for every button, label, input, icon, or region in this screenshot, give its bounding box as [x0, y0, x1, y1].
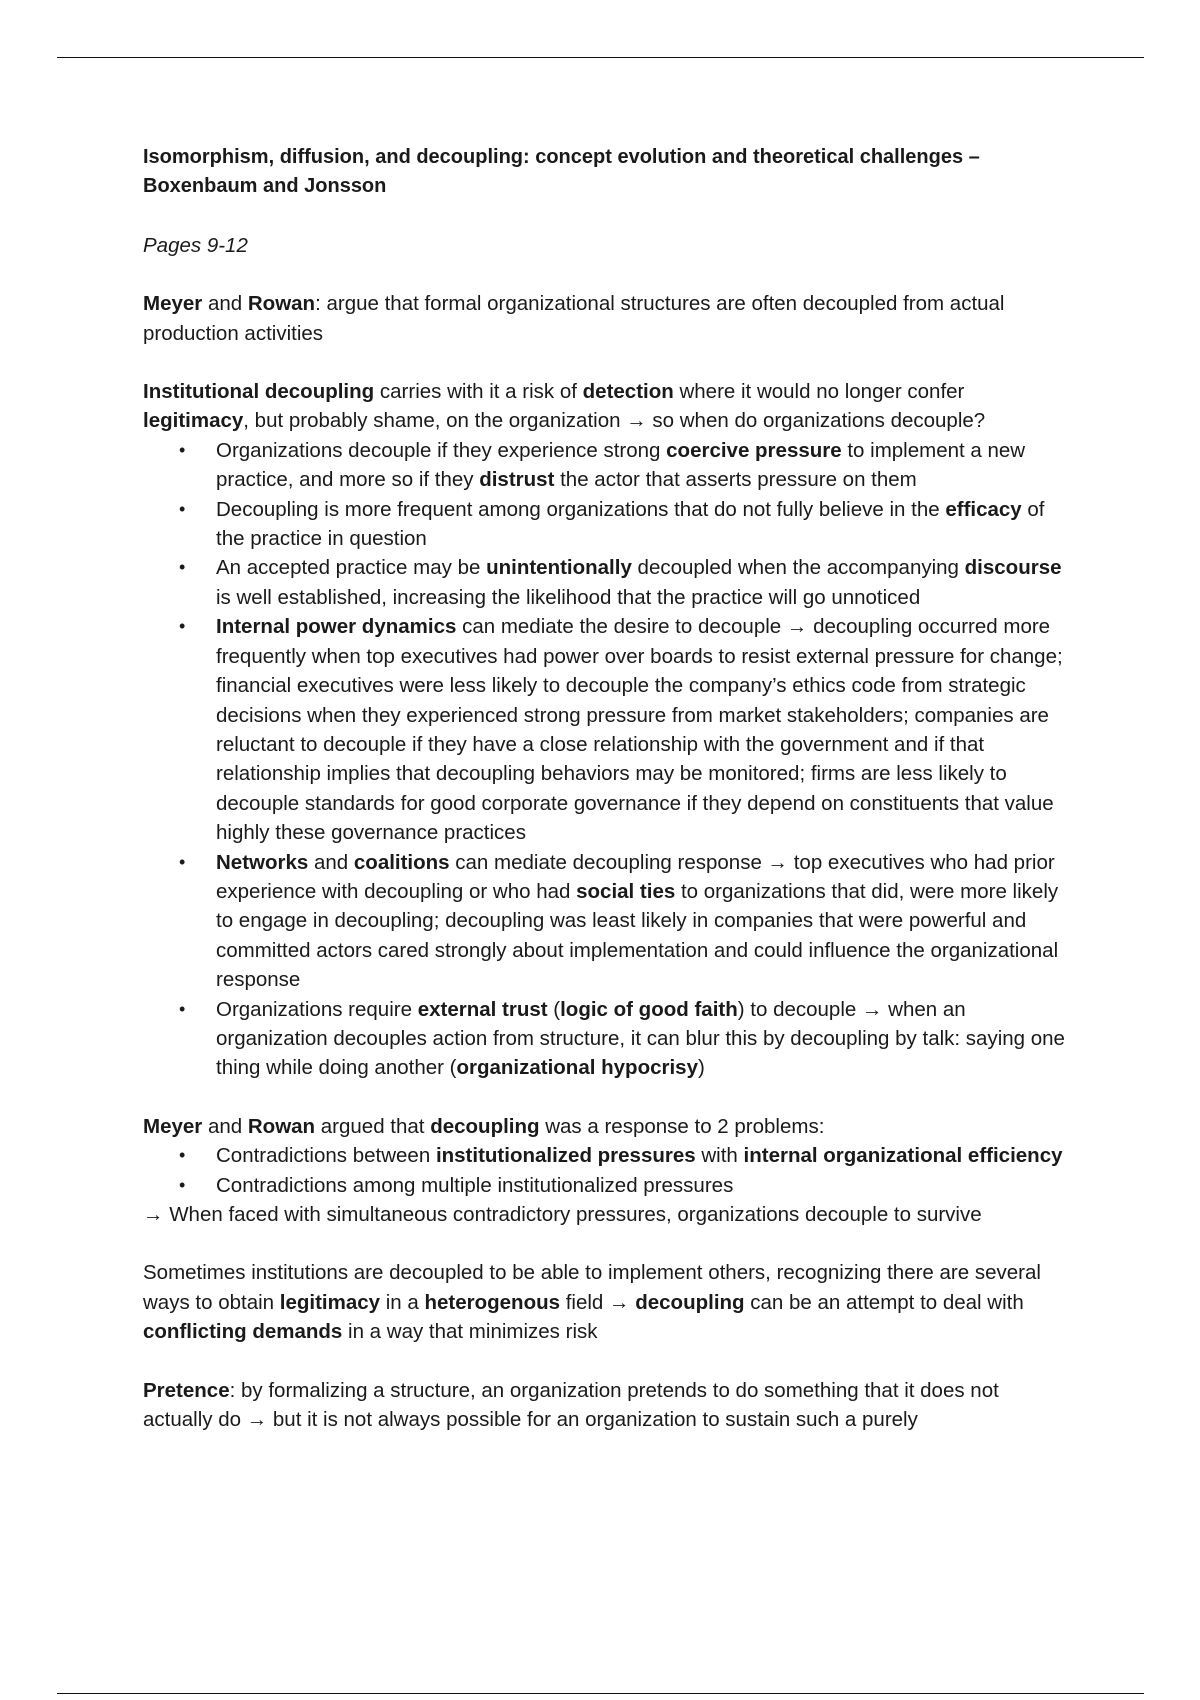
text-run: can be an attempt to deal with [744, 1290, 1024, 1314]
bullet-item [143, 1171, 1073, 1200]
bold-term: internal organizational efficiency [743, 1144, 1063, 1168]
text-run: decoupled when the accompanying [631, 556, 965, 580]
bullet-list-decoupling-conditions [143, 436, 1073, 1083]
page-range: Pages 9-12 [143, 233, 248, 257]
bold-term: organizational hypocrisy [456, 1056, 698, 1080]
text-run: Decoupling is more frequent among organizations that do not fully believe in the [216, 497, 946, 521]
bold-term: decoupling [635, 1290, 745, 1314]
text-run: where it would no longer confer [673, 380, 965, 404]
text-run: : argue that formal organizational structures are often decoupled from actual production activities [143, 292, 1005, 345]
paragraph-meyer-rowan [143, 289, 1073, 348]
bold-term: institutionalized pressures [435, 1144, 696, 1168]
text-run: and [202, 292, 248, 316]
bold-term: Institutional decoupling [143, 380, 375, 404]
bold-term: Rowan [247, 292, 316, 316]
document-title: Isomorphism, diffusion, and decoupling: concept evolution and theoretical challenges – Boxenbaum and Jonsson [143, 146, 980, 198]
bold-term: decoupling [430, 1114, 540, 1138]
text-run: Sometimes institutions are decoupled to be able to implement others, recognizing there are several ways to obtain [143, 1261, 1041, 1314]
bullet-item [143, 553, 1073, 612]
bold-term: social ties [576, 879, 676, 903]
bullet-item [143, 612, 1073, 847]
text-run: and [202, 1114, 248, 1138]
bold-term: coalitions [353, 850, 450, 874]
paragraph-survive [143, 1200, 1073, 1229]
text-run: field → [560, 1290, 636, 1314]
paragraph-pretence [143, 1376, 1073, 1435]
bold-term: Rowan [247, 1114, 316, 1138]
bullet-item [143, 848, 1073, 995]
text-run: ) to decouple → when an organization decouples action from structure, it can blur this by decoupling by talk: saying one thing while doing another ( [216, 997, 1065, 1080]
bold-term: external trust [417, 997, 548, 1021]
text-run: Contradictions between [216, 1144, 436, 1168]
paragraph-legitimacy [143, 1258, 1073, 1346]
bold-term: conflicting demands [143, 1320, 343, 1344]
bullet-item [143, 995, 1073, 1083]
text-run: carries with it a risk of [374, 380, 583, 404]
footer-rule [57, 1693, 1144, 1694]
text-run: Organizations require [216, 997, 418, 1021]
text-run: An accepted practice may be [216, 556, 487, 580]
text-run: to organizations that did, were more likely to engage in decoupling; decoupling was least likely in companies that were powerful and committed actors cared strongly about implementation and could influence the organizational response [216, 879, 1059, 992]
bold-term: Meyer [143, 1114, 203, 1138]
bullet-item [143, 1141, 1073, 1170]
document-body [143, 143, 1073, 1434]
bullet-item [143, 436, 1073, 495]
bold-term: efficacy [945, 497, 1022, 521]
bold-term: legitimacy [279, 1290, 381, 1314]
text-run: in a way that minimizes risk [342, 1320, 598, 1344]
text-run: , but probably shame, on the organization → so when do organizations decouple? [243, 409, 986, 433]
text-run: → When faced with simultaneous contradictory pressures, organizations decouple to survive [143, 1203, 982, 1226]
text-run: is well established, increasing the likelihood that the practice will go unnoticed [216, 585, 921, 609]
text-run: to implement a new practice, and more so if they [216, 438, 1026, 492]
header-rule [57, 57, 1144, 58]
bold-term: Meyer [143, 292, 203, 316]
bold-term: Internal power dynamics [216, 615, 457, 639]
text-run: and [308, 850, 354, 874]
bold-term: Networks [216, 850, 309, 874]
text-run: can mediate decoupling response → top executives who had prior experience with decoupling or who had [216, 850, 1055, 903]
bullet-item [143, 495, 1073, 554]
bold-term: logic of good faith [560, 997, 738, 1021]
text-run: in a [380, 1290, 425, 1314]
bold-term: distrust [479, 468, 555, 492]
paragraph-two-problems [143, 1112, 1073, 1141]
bold-term: heterogenous [424, 1290, 561, 1314]
bold-term: legitimacy [143, 409, 244, 433]
text-run: can mediate the desire to decouple → decoupling occurred more frequently when top executives had power over boards to resist external pressure for change; financial executives were less likely to decouple the company’s ethics code from strategic decisions when they experienced strong pressure from market stakeholders; companies are reluctant to decouple if they have a close relationship with the government and if that relationship implies that decoupling behaviors may be monitored; firms are less likely to decouple standards for good corporate governance if they depend on constituents that value highly these governance practices [216, 615, 1063, 845]
text-run: ( [547, 997, 561, 1021]
paragraph-institutional-decoupling [143, 377, 1073, 436]
text-run: Contradictions among multiple institutionalized pressures [216, 1173, 734, 1197]
text-run: ) [697, 1056, 705, 1080]
bold-term: Pretence [143, 1378, 230, 1402]
bold-term: unintentionally [486, 556, 632, 580]
bold-term: discourse [964, 556, 1062, 580]
bold-term: coercive pressure [666, 438, 842, 462]
text-run: was a response to 2 problems: [539, 1114, 825, 1138]
text-run: with [695, 1144, 744, 1168]
text-run: of the practice in question [216, 497, 1045, 551]
text-run: : by formalizing a structure, an organization pretends to do something that it does not actually do → but it is not always possible for an organization to sustain such a purely [143, 1378, 999, 1432]
text-run: argued that [315, 1114, 431, 1138]
text-run: the actor that asserts pressure on them [554, 468, 917, 492]
text-run: Organizations decouple if they experience strong [216, 438, 667, 462]
bullet-list-contradictions [143, 1141, 1073, 1200]
bold-term: detection [582, 380, 674, 404]
